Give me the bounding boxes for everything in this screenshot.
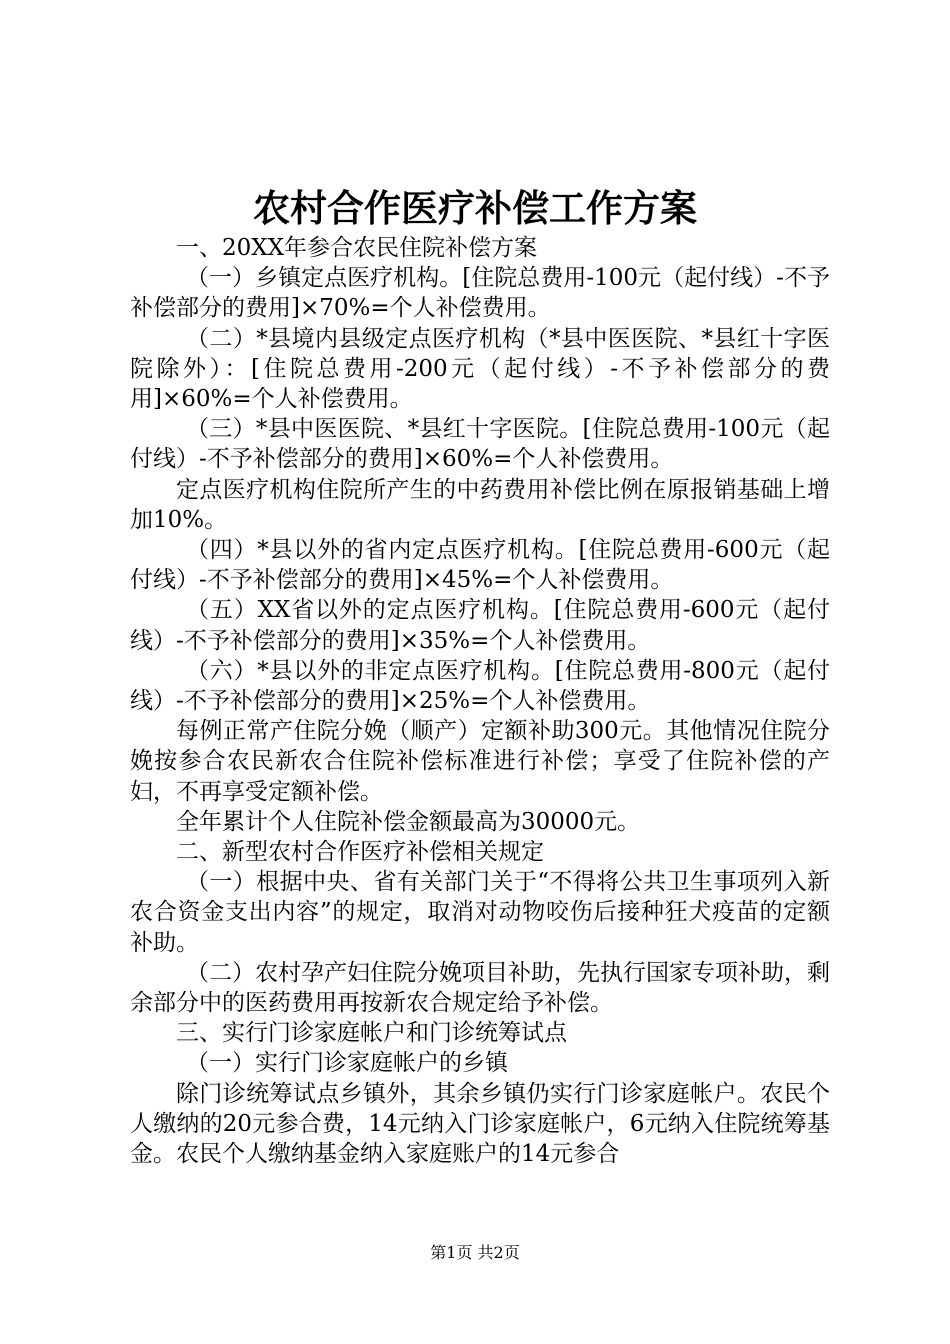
document-title: 农村合作医疗补偿工作方案 [253,187,697,230]
paragraph-item-4: （四）*县以外的省内定点医疗机构。[住院总费用-600元（起付线）-不予补偿部分的费用]×45%=个人补偿费用。 [130,537,830,594]
section-heading-2: 二、新型农村合作医疗补偿相关规定 [176,839,544,866]
paragraph-rule-2: （二）农村孕产妇住院分娩项目补助，先执行国家专项补助，剩余部分中的医药费用再按新农合规定给予补偿。 [130,959,830,1017]
paragraph-family-account: 除门诊统筹试点乡镇外，其余乡镇仍实行门诊家庭帐户。农民个人缴纳的20元参合费，14元纳入门诊家庭帐户，6元纳入住院统筹基金。农民个人缴纳基金纳入家庭账户的14元参合 [130,1080,830,1168]
section-heading-3: 三、实行门诊家庭帐户和门诊统筹试点 [176,1020,567,1047]
paragraph-item-6: （六）*县以外的非定点医疗机构。[住院总费用-800元（起付线）-不予补偿部分的费用]×25%=个人补偿费用。 [130,657,830,715]
paragraph-note: 定点医疗机构住院所产生的中药费用补偿比例在原报销基础上增加10%。 [130,476,830,533]
subsection-heading: （一）实行门诊家庭帐户的乡镇 [186,1050,508,1077]
document-body [130,233,830,1169]
paragraph-item-2: （二）*县境内县级定点医疗机构（*县中医医院、*县红十字医院除外）：[住院总费用-200元（起付线）-不予补偿部分的费用]×60%=个人补偿费用。 [130,325,830,413]
paragraph-childbirth: 每例正常产住院分娩（顺产）定额补助300元。其他情况住院分娩按参合农民新农合住院补偿标准进行补偿；享受了住院补偿的产妇，不再享受定额补偿。 [130,718,830,805]
paragraph-item-3: （三）*县中医医院、*县红十字医院。[住院总费用-100元（起付线）-不予补偿部分的费用]×60%=个人补偿费用。 [130,416,830,473]
page-footer: 第1页 共2页 [430,1243,520,1262]
paragraph-item-5: （五）XX省以外的定点医疗机构。[住院总费用-600元（起付线）-不予补偿部分的费用]×35%=个人补偿费用。 [130,597,830,654]
paragraph-annual-cap: 全年累计个人住院补偿金额最高为30000元。 [176,808,641,835]
section-heading-1: 一、20XX年参合农民住院补偿方案 [176,235,538,261]
paragraph-rule-1: （一）根据中央、省有关部门关于“不得将公共卫生事项列入新农合资金支出内容”的规定，取消对动物咬伤后接种狂犬疫苗的定额补助。 [130,869,830,956]
paragraph-item-1: （一）乡镇定点医疗机构。[住院总费用-100元（起付线）-不予补偿部分的费用]×70%=个人补偿费用。 [130,265,830,322]
